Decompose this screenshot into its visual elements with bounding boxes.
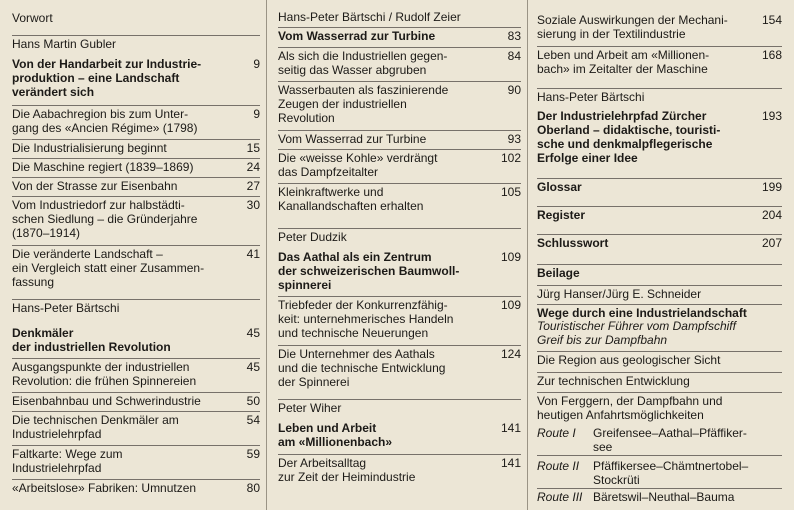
page-number: 204 bbox=[761, 208, 782, 222]
column-divider bbox=[527, 0, 528, 510]
author-name: Hans-Peter Bärtschi bbox=[12, 299, 260, 315]
toc-entry[interactable] bbox=[537, 178, 782, 194]
toc-entry[interactable] bbox=[537, 372, 782, 388]
toc-entry[interactable] bbox=[537, 46, 782, 76]
entry-title: Die Industrialisierung beginnt bbox=[12, 141, 167, 155]
column-divider bbox=[266, 0, 267, 510]
entry-title: Kleinkraftwerke und Kanallandschaften erhalten bbox=[278, 185, 424, 213]
route-text: Pfäffikersee–Chämtnertobel– Stockrüti bbox=[593, 459, 749, 487]
page-number: 45 bbox=[246, 360, 260, 374]
route-label: Route III bbox=[537, 490, 583, 504]
page-number: 24 bbox=[246, 160, 260, 174]
page-number: 141 bbox=[500, 421, 521, 435]
page-number: 15 bbox=[246, 141, 260, 155]
page-number: 207 bbox=[761, 236, 782, 250]
entry-title: Die Unternehmer des Aathals und die technische Entwicklung der Spinnerei bbox=[278, 347, 446, 389]
page-number: 30 bbox=[246, 198, 260, 212]
toc-entry[interactable] bbox=[278, 47, 521, 77]
page-number: 59 bbox=[246, 447, 260, 461]
entry-title: Vom Industriedorf zur halbstädti- schen Siedlung – die Gründerjahre (1870–1914) bbox=[12, 198, 198, 240]
entry-title: Faltkarte: Wege zum Industrielehrpfad bbox=[12, 447, 123, 475]
entry-title: Die technischen Denkmäler am Industrielehrpfad bbox=[12, 413, 179, 441]
toc-entry[interactable] bbox=[12, 392, 260, 408]
page-number: 50 bbox=[246, 394, 260, 408]
entry-title: «Arbeitslose» Fabriken: Umnutzen bbox=[12, 481, 197, 495]
page-number: 93 bbox=[507, 132, 521, 146]
author-name: Peter Wiher bbox=[278, 399, 521, 415]
route-entry[interactable] bbox=[537, 426, 782, 454]
entry-title: Der Arbeitsalltag zur Zeit der Heimindustrie bbox=[278, 456, 416, 484]
page-number: 41 bbox=[246, 247, 260, 261]
entry-title: Das Aathal als ein Zentrum der schweizerischen Baumwoll- spinnerei bbox=[278, 250, 460, 292]
entry-title: Leben und Arbeit am «Millionen- bach» im Zeitalter der Maschine bbox=[537, 48, 710, 76]
toc-entry[interactable] bbox=[278, 296, 521, 340]
page-number: 84 bbox=[507, 49, 521, 63]
toc-entry[interactable] bbox=[278, 345, 521, 389]
page-number: 102 bbox=[500, 151, 521, 165]
toc-entry[interactable] bbox=[12, 245, 260, 289]
toc-entry[interactable] bbox=[537, 234, 782, 250]
entry-title: Wege durch eine Industrielandschaft bbox=[537, 306, 747, 320]
entry-title: Die veränderte Landschaft – ein Vergleich statt einer Zusammen- fassung bbox=[12, 247, 205, 289]
toc-entry[interactable] bbox=[12, 56, 260, 99]
page-number: 90 bbox=[507, 83, 521, 97]
entry-title: Die «weisse Kohle» verdrängt das Dampfzeitalter bbox=[278, 151, 438, 179]
toc-entry[interactable] bbox=[537, 206, 782, 222]
toc-entry[interactable] bbox=[12, 196, 260, 240]
toc-entry[interactable] bbox=[12, 411, 260, 441]
entry-title: Eisenbahnbau und Schwerindustrie bbox=[12, 394, 201, 408]
author-name: Hans-Peter Bärtschi / Rudolf Zeier bbox=[278, 10, 461, 24]
toc-entry[interactable] bbox=[12, 177, 260, 193]
toc-entry[interactable] bbox=[278, 420, 521, 449]
entry-title: Von der Handarbeit zur Industrie- produktion – eine Landschaft verändert sich bbox=[12, 57, 202, 99]
section-heading: Beilage bbox=[537, 264, 782, 280]
page-number: 45 bbox=[246, 326, 260, 340]
author-name: Jürg Hanser/Jürg E. Schneider bbox=[537, 285, 782, 301]
entry-title: Touristischer Führer vom Dampfschiff Greif bis zur Dampfbahn bbox=[537, 319, 736, 347]
page-number: 109 bbox=[500, 250, 521, 264]
page-number: 80 bbox=[246, 481, 260, 495]
route-label: Route I bbox=[537, 426, 576, 440]
entry-title: Vom Wasserrad zur Turbine bbox=[278, 132, 427, 146]
toc-entry[interactable] bbox=[12, 139, 260, 155]
toc-entry[interactable] bbox=[12, 479, 260, 495]
page-number: 141 bbox=[500, 456, 521, 470]
page-number: 193 bbox=[761, 109, 782, 123]
entry-title: Glossar bbox=[537, 180, 582, 194]
toc-entry[interactable] bbox=[537, 318, 782, 347]
toc-entry[interactable] bbox=[537, 12, 782, 41]
toc-entry[interactable] bbox=[278, 183, 521, 213]
toc-entry[interactable] bbox=[278, 27, 521, 43]
page-number: 83 bbox=[507, 29, 521, 43]
page-number: 105 bbox=[500, 185, 521, 199]
toc-entry[interactable] bbox=[537, 392, 782, 422]
page-number: 54 bbox=[246, 413, 260, 427]
entry-title: Schlusswort bbox=[537, 236, 609, 250]
page-number: 124 bbox=[500, 347, 521, 361]
entry-title: Soziale Auswirkungen der Mechani- sierung in der Textilindustrie bbox=[537, 13, 728, 41]
entry-title: Wasserbauten als faszinierende Zeugen der industriellen Revolution bbox=[278, 83, 449, 125]
toc-entry[interactable] bbox=[12, 105, 260, 135]
author-name: Peter Dudzik bbox=[278, 228, 521, 244]
toc-entry[interactable] bbox=[278, 81, 521, 125]
route-label: Route II bbox=[537, 459, 580, 473]
toc-entry[interactable] bbox=[537, 351, 782, 367]
entry-title: Als sich die Industriellen gegen- seitig das Wasser abgruben bbox=[278, 49, 448, 77]
entry-title: Der Industrielehrpfad Zürcher Oberland – didaktische, touristi- sche und denkmalpflegerische Erfolge einer Idee bbox=[537, 109, 721, 165]
route-divider bbox=[537, 455, 782, 456]
entry-title: Von der Strasse zur Eisenbahn bbox=[12, 179, 178, 193]
toc-entry[interactable] bbox=[537, 108, 782, 165]
page-number: 154 bbox=[761, 13, 782, 27]
page-number: 109 bbox=[500, 298, 521, 312]
entry-title: Register bbox=[537, 208, 586, 222]
toc-entry[interactable] bbox=[278, 454, 521, 484]
toc-entry[interactable] bbox=[278, 130, 521, 146]
route-entry[interactable] bbox=[537, 490, 782, 504]
author-name: Hans Martin Gubler bbox=[12, 35, 260, 51]
entry-title: Die Aabachregion bis zum Unter- gang des «Ancien Régime» (1798) bbox=[12, 107, 198, 135]
toc-entry[interactable] bbox=[12, 325, 260, 354]
page-number: 27 bbox=[246, 179, 260, 193]
entry-title: Die Region aus geologischer Sicht bbox=[537, 353, 721, 367]
toc-entry[interactable] bbox=[278, 249, 521, 292]
entry-title: Zur technischen Entwicklung bbox=[537, 374, 690, 388]
toc-entry[interactable] bbox=[278, 149, 521, 179]
entry-title: Vom Wasserrad zur Turbine bbox=[278, 29, 436, 43]
route-text: Greifensee–Aathal–Pfäffiker- see bbox=[593, 426, 747, 454]
entry-title: Von Ferggern, der Dampfbahn und heutigen Anfahrtsmöglichkeiten bbox=[537, 394, 723, 422]
entry-title: Denkmäler der industriellen Revolution bbox=[12, 326, 171, 354]
page-number: 9 bbox=[253, 57, 260, 71]
entry-title: Leben und Arbeit am «Millionenbach» bbox=[278, 421, 393, 449]
page-number: 9 bbox=[253, 107, 260, 121]
route-divider bbox=[537, 488, 782, 489]
route-text: Bäretswil–Neuthal–Bauma bbox=[593, 490, 735, 504]
page-number: 168 bbox=[761, 48, 782, 62]
author-name: Hans-Peter Bärtschi bbox=[537, 88, 782, 104]
section-heading: Vorwort bbox=[12, 11, 53, 25]
entry-title: Triebfeder der Konkurrenzfähig- keit: unternehmerisches Handeln und technische Neuerungen bbox=[278, 298, 454, 340]
page-number: 199 bbox=[761, 180, 782, 194]
route-entry[interactable] bbox=[537, 459, 782, 487]
entry-title: Ausgangspunkte der industriellen Revolution: die frühen Spinnereien bbox=[12, 360, 197, 388]
toc-entry[interactable] bbox=[12, 158, 260, 174]
entry-title: Die Maschine regiert (1839–1869) bbox=[12, 160, 194, 174]
toc-entry[interactable] bbox=[12, 358, 260, 388]
toc-entry[interactable] bbox=[12, 445, 260, 475]
